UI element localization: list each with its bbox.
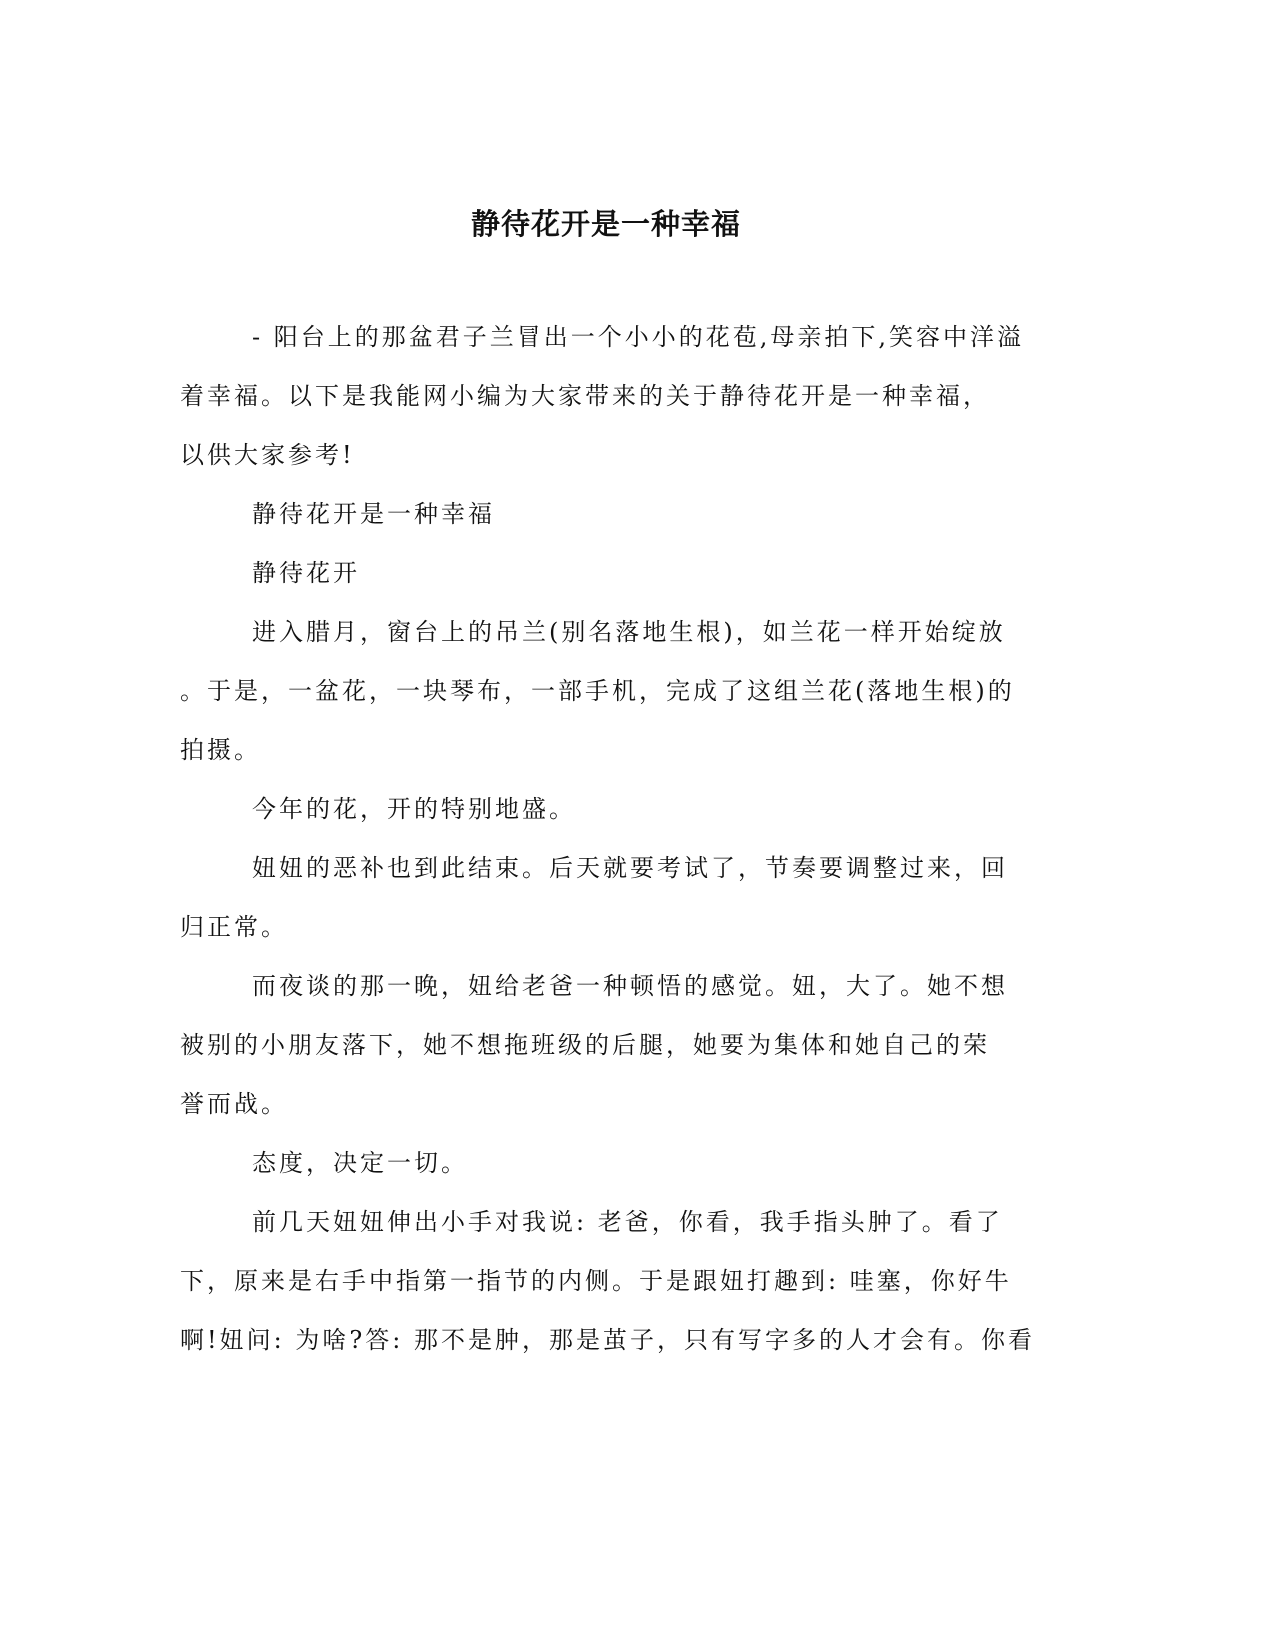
- text-line: 被别的小朋友落下，她不想拖班级的后腿，她要为集体和她自己的荣: [180, 1031, 990, 1059]
- text-line: 静待花开: [252, 559, 360, 587]
- text-line: 着幸福。以下是我能网小编为大家带来的关于静待花开是一种幸福，: [180, 382, 990, 410]
- text-line: 。于是，一盆花，一块琴布，一部手机，完成了这组兰花(落地生根)的: [180, 677, 1015, 705]
- text-line: 归正常。: [180, 913, 288, 941]
- text-line: 今年的花，开的特别地盛。: [252, 795, 576, 823]
- text-line: 拍摄。: [180, 736, 261, 764]
- text-line: 而夜谈的那一晚，妞给老爸一种顿悟的感觉。妞，大了。她不想: [252, 972, 1008, 1000]
- text-line: 态度，决定一切。: [252, 1149, 468, 1177]
- text-line: 啊!妞问: 为啥?答: 那不是肿，那是茧子，只有写字多的人才会有。你看: [180, 1326, 1035, 1354]
- text-line: 进入腊月，窗台上的吊兰(别名落地生根)，如兰花一样开始绽放: [252, 618, 1006, 646]
- text-line: 下，原来是右手中指第一指节的内侧。于是跟妞打趣到: 哇塞，你好牛: [180, 1267, 1012, 1295]
- text-line: 以供大家参考!: [180, 441, 355, 469]
- text-line: - 阳台上的那盆君子兰冒出一个小小的花苞,母亲拍下,笑容中洋溢: [252, 323, 1024, 351]
- text-line: 前几天妞妞伸出小手对我说: 老爸，你看，我手指头肿了。看了: [252, 1208, 1003, 1236]
- text-line: 妞妞的恶补也到此结束。后天就要考试了，节奏要调整过来，回: [252, 854, 1008, 882]
- document-title: 静待花开是一种幸福: [470, 207, 741, 241]
- text-line: 誉而战。: [180, 1090, 288, 1118]
- text-line: 静待花开是一种幸福: [252, 500, 495, 528]
